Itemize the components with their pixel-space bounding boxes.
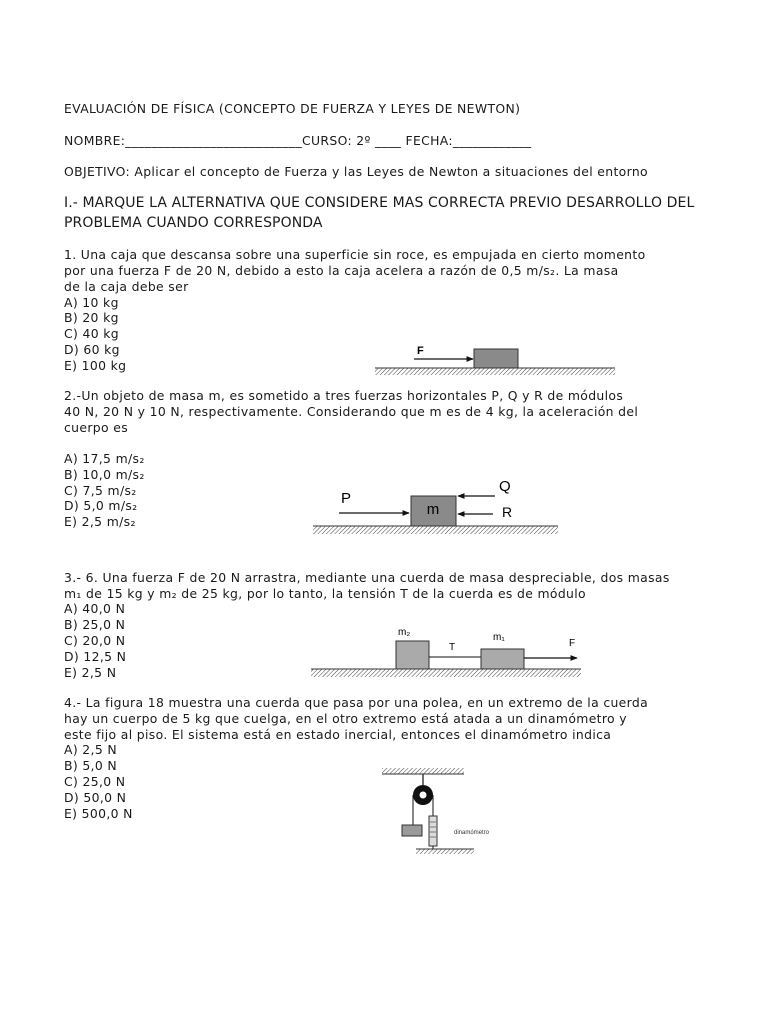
question-2-option-a: A) 17,5 m/s₂ [64,451,145,466]
question-1-line-3: de la caja debe ser [64,279,189,294]
question-1-option-e: E) 100 kg [64,358,127,373]
box-block [474,349,518,368]
ground-surface [313,526,558,534]
question-4-line-3: este fijo al piso. El sistema está en estado inercial, entonces el dinamómetro indica [64,727,612,742]
question-1-line-1: 1. Una caja que descansa sobre una superficie sin roce, es empujada en cierto momento [64,247,646,262]
objective: OBJETIVO: Aplicar el concepto de Fuerza y las Leyes de Newton a situaciones del entorno [64,164,648,179]
question-1-line-2: por una fuerza F de 20 N, debido a esto la caja acelera a razón de 0,5 m/s₂. La masa [64,263,619,278]
question-2-line-1: 2.-Un objeto de masa m, es sometido a tres fuerzas horizontales P, Q y R de módulos [64,388,624,403]
question-4-option-e: E) 500,0 N [64,806,133,821]
question-1-figure [370,338,620,382]
tension-t-label: T [449,642,456,653]
question-4-option-b: B) 5,0 N [64,758,117,773]
question-3-option-b: B) 25,0 N [64,617,126,632]
question-3-option-a: A) 40,0 N [64,601,126,616]
force-p-label: P [341,490,352,507]
force-r-label: R [502,504,513,520]
question-2-option-e: E) 2,5 m/s₂ [64,514,136,529]
ceiling [382,768,464,774]
question-4-option-a: A) 2,5 N [64,742,117,757]
floor [416,849,474,854]
question-1-option-d: D) 60 kg [64,342,120,357]
force-f-label: F [569,638,576,649]
question-3-figure [305,622,595,680]
exam-title: EVALUACIÓN DE FÍSICA (CONCEPTO DE FUERZA Y LEYES DE NEWTON) [64,101,521,116]
question-2-option-b: B) 10,0 m/s₂ [64,467,145,482]
mass-label: m [426,501,440,518]
force-f-label: F [417,345,424,357]
question-3-option-e: E) 2,5 N [64,665,117,680]
mass-m1-block [481,649,524,669]
question-1-option-b: B) 20 kg [64,310,119,325]
question-3-line-2: m₁ de 15 kg y m₂ de 25 kg, por lo tanto, la tensión T de la cuerda es de módulo [64,586,586,601]
ground-surface [375,368,615,375]
question-1-option-a: A) 10 kg [64,295,119,310]
mass-m2-block [396,641,429,669]
question-3-line-1: 3.- 6. Una fuerza F de 20 N arrastra, mediante una cuerda de masa despreciable, dos masas [64,570,670,585]
question-4-line-2: hay un cuerpo de 5 kg que cuelga, en el otro extremo está atada a un dinamómetro y [64,711,627,726]
hanging-mass [402,825,422,836]
mass-m2-label: m₂ [398,627,411,638]
mass-m1-label: m₁ [493,632,505,643]
question-4-option-c: C) 25,0 N [64,774,126,789]
question-3-option-d: D) 12,5 N [64,649,127,664]
question-4-option-d: D) 50,0 N [64,790,127,805]
question-4-figure [378,764,518,858]
question-2-option-d: D) 5,0 m/s₂ [64,498,138,513]
student-fields-line: NOMBRE:___________________________CURSO: 2º ____ FECHA:____________ [64,133,532,148]
dynamometer-label: dinamómetro [454,830,490,836]
question-2-line-2: 40 N, 20 N y 10 N, respectivamente. Considerando que m es de 4 kg, la aceleración del [64,404,639,419]
section-instruction-line-1: I.- MARQUE LA ALTERNATIVA QUE CONSIDERE MAS CORRECTA PREVIO DESARROLLO DEL [64,195,695,211]
question-2-option-c: C) 7,5 m/s₂ [64,483,137,498]
question-3-option-c: C) 20,0 N [64,633,126,648]
question-2-figure [305,470,565,542]
question-4-line-1: 4.- La figura 18 muestra una cuerda que pasa por una polea, en un extremo de la cuerda [64,695,649,710]
question-2-line-3: cuerpo es [64,420,128,435]
dynamometer [429,816,437,846]
question-1-option-c: C) 40 kg [64,326,119,341]
force-q-label: Q [499,478,511,495]
ground-surface [311,669,581,677]
section-instruction-line-2: PROBLEMA CUANDO CORRESPONDA [64,215,323,231]
